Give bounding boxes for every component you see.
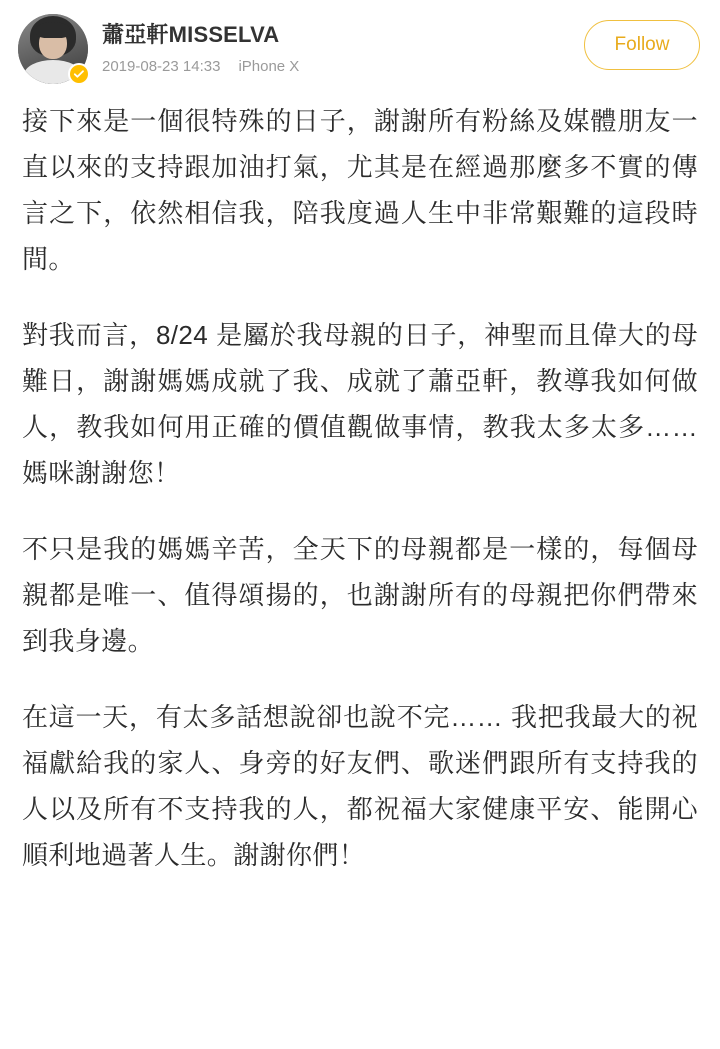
verified-badge-icon (68, 63, 90, 85)
post-content (0, 92, 720, 878)
post-paragraph: 不只是我的媽媽辛苦，全天下的母親都是一樣的，每個母親都是唯一、值得頌揚的，也謝謝所有的母親把你們帶來到我身邊。 (22, 534, 698, 656)
post-paragraph: 在這一天，有太多話想說卻也說不完…… 我把我最大的祝福獻給我的家人、身旁的好友們、歌迷們跟所有支持我的人以及所有不支持我的人，都祝福大家健康平安、能開心順利地過著人生。謝謝你們！ (22, 702, 698, 870)
avatar-fringe-shape (36, 22, 70, 38)
post-header (0, 0, 720, 92)
post-paragraph: 對我而言，8/24 是屬於我母親的日子，神聖而且偉大的母難日，謝謝媽媽成就了我、成就了蕭亞軒，教導我如何做人，教我如何用正確的價值觀做事情，教我太多太多…… 媽咪謝謝您！ (22, 320, 698, 488)
avatar[interactable] (18, 14, 88, 84)
author-name[interactable]: 蕭亞軒MISSELVA (102, 22, 280, 47)
post-device: iPhone X (238, 58, 300, 75)
post-paragraph: 接下來是一個很特殊的日子，謝謝所有粉絲及媒體朋友一直以來的支持跟加油打氣，尤其是在經過那麼多不實的傳言之下，依然相信我，陪我度過人生中非常艱難的這段時間。 (22, 106, 698, 274)
follow-button[interactable]: Follow (584, 20, 700, 70)
post-timestamp: 2019-08-23 14:33 (102, 58, 221, 75)
